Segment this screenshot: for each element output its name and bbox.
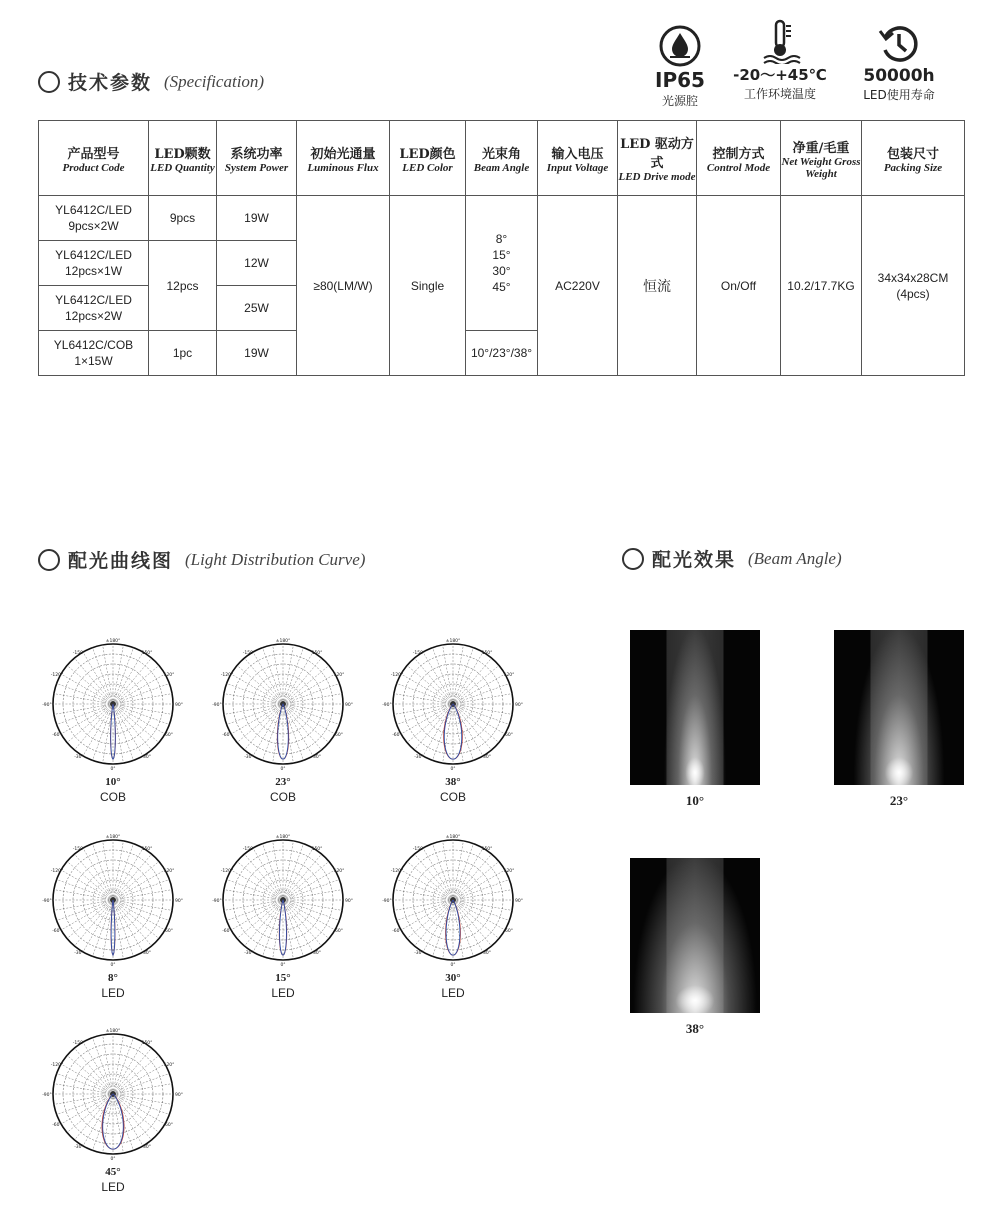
color-cell: Single: [390, 196, 466, 376]
polar-angle-label: -60°: [52, 929, 62, 934]
polar-angle-label: ±180°: [105, 639, 121, 644]
power-cell: 12W: [217, 241, 297, 286]
beam-photo-23: [834, 630, 964, 809]
beam-angle-label: 23°: [889, 793, 909, 808]
curve-type-label: LED: [271, 986, 295, 1000]
polar-chart-8-led: [38, 830, 188, 1000]
polar-angle-label: ±180°: [275, 835, 291, 840]
beam-title-zh: 配光效果: [652, 549, 737, 571]
temp-caption: 工作环境温度: [743, 87, 816, 101]
circle-bullet-icon: [622, 548, 644, 570]
life-caption: LED使用寿命: [863, 88, 935, 102]
beam-cob-cell: 10°/23°/38°: [466, 331, 538, 376]
polar-angle-label: ±180°: [445, 835, 461, 840]
polar-angle-label: -30°: [74, 951, 84, 956]
polar-angle-label: 60°: [165, 733, 173, 738]
polar-angle-label: -150°: [72, 651, 86, 656]
polar-angle-label: -60°: [392, 733, 402, 738]
beam-image: [834, 630, 964, 785]
beam-photo-38: [630, 858, 760, 1037]
led-qty-cell: 12pcs: [149, 241, 217, 331]
polar-angle-label: 120°: [503, 869, 515, 874]
polar-angle-label: -150°: [412, 651, 426, 656]
polar-angle-label: -120°: [390, 869, 404, 874]
polar-angle-label: -90°: [212, 899, 222, 904]
polar-angle-label: 90°: [175, 703, 183, 708]
polar-angle-label: 0°: [450, 963, 456, 968]
polar-plot-svg: [38, 634, 188, 774]
polar-angle-label: 30°: [483, 951, 491, 956]
ip-caption: 光源腔: [661, 94, 698, 108]
polar-angle-label: 30°: [143, 755, 151, 760]
polar-angle-label: 0°: [110, 767, 116, 772]
beam-angle-label: 10°: [685, 793, 705, 808]
polar-angle-label: ±180°: [105, 1029, 121, 1034]
polar-angle-label: 90°: [175, 899, 183, 904]
curve-angle-label: 23°: [275, 776, 291, 788]
header-cell: 包装尺寸 Packing Size: [862, 121, 965, 196]
beam-angle-label: 38°: [685, 1021, 705, 1036]
polar-angle-label: 30°: [483, 755, 491, 760]
polar-angle-label: -120°: [50, 673, 64, 678]
polar-angle-label: 60°: [505, 929, 513, 934]
product-code-cell: YL6412C/LED 12pcs×1W: [39, 241, 149, 286]
product-code-cell: YL6412C/LED 12pcs×2W: [39, 286, 149, 331]
beam-led-cell: 8° 15° 30° 45°: [466, 196, 538, 331]
polar-angle-label: 120°: [333, 869, 345, 874]
polar-plot-svg: [378, 634, 528, 774]
curve-angle-label: 30°: [445, 972, 461, 984]
polar-angle-label: ±180°: [105, 835, 121, 840]
polar-chart-38-cob: [378, 634, 528, 804]
header-cell: 初始光通量 Luminous Flux: [297, 121, 390, 196]
curve-angle-label: 8°: [108, 972, 118, 984]
polar-angle-label: 120°: [163, 673, 175, 678]
weight-cell: 10.2/17.7KG: [781, 196, 862, 376]
feature-temp: [728, 18, 832, 102]
polar-angle-label: -120°: [50, 869, 64, 874]
voltage-cell: AC220V: [538, 196, 618, 376]
polar-angle-label: -120°: [50, 1063, 64, 1068]
polar-angle-label: 150°: [481, 651, 493, 656]
polar-angle-label: 60°: [165, 929, 173, 934]
polar-angle-label: 150°: [311, 651, 323, 656]
polar-angle-label: 60°: [335, 929, 343, 934]
curve-title-en: (Light Distribution Curve): [185, 549, 366, 569]
beam-section-title: [622, 545, 842, 572]
polar-plot-svg: [378, 830, 528, 970]
polar-angle-label: 150°: [311, 847, 323, 852]
polar-chart-10-cob: [38, 634, 188, 804]
flux-cell: ≥80(LM/W): [297, 196, 390, 376]
spec-section-title: [38, 68, 264, 95]
control-cell: On/Off: [697, 196, 781, 376]
polar-angle-label: -30°: [244, 755, 254, 760]
header-cell: LED颜色 LED Color: [390, 121, 466, 196]
polar-angle-label: -60°: [222, 929, 232, 934]
power-cell: 25W: [217, 286, 297, 331]
polar-angle-label: 30°: [313, 951, 321, 956]
header-cell: 控制方式 Control Mode: [697, 121, 781, 196]
polar-angle-label: 0°: [280, 767, 286, 772]
curve-type-label: LED: [441, 986, 465, 1000]
polar-plot-svg: [38, 1024, 188, 1164]
polar-angle-label: 90°: [345, 899, 353, 904]
polar-angle-label: -60°: [222, 733, 232, 738]
polar-angle-label: 30°: [313, 755, 321, 760]
header-cell: LED 驱动方式 LED Drive mode: [618, 121, 697, 196]
polar-plot-svg: [208, 634, 358, 774]
polar-angle-label: 90°: [175, 1093, 183, 1098]
curve-type-label: LED: [101, 986, 125, 1000]
header-cell: 光束角 Beam Angle: [466, 121, 538, 196]
polar-angle-label: ±180°: [445, 639, 461, 644]
polar-angle-label: 30°: [143, 1145, 151, 1150]
curve-type-label: LED: [101, 1180, 125, 1194]
polar-angle-label: ±180°: [275, 639, 291, 644]
polar-angle-label: 120°: [163, 1063, 175, 1068]
curve-angle-label: 38°: [445, 776, 461, 788]
polar-angle-label: -60°: [52, 1123, 62, 1128]
circle-bullet-icon: [38, 549, 60, 571]
feature-life: [852, 22, 946, 103]
polar-angle-label: 30°: [143, 951, 151, 956]
polar-angle-label: -150°: [72, 1041, 86, 1046]
table-header-row: [39, 121, 965, 196]
header-cell: 产品型号 Product Code: [39, 121, 149, 196]
polar-angle-label: -150°: [242, 651, 256, 656]
led-qty-cell: 9pcs: [149, 196, 217, 241]
beam-title-en: (Beam Angle): [748, 548, 842, 568]
water-drop-icon: [658, 24, 702, 68]
polar-plot-svg: [38, 830, 188, 970]
beam-image: [630, 858, 760, 1013]
polar-angle-label: 120°: [503, 673, 515, 678]
spec-title-zh: 技术参数: [68, 72, 153, 94]
power-cell: 19W: [217, 331, 297, 376]
product-code-cell: YL6412C/COB 1×15W: [39, 331, 149, 376]
polar-angle-label: -90°: [42, 703, 52, 708]
curve-angle-label: 10°: [105, 776, 121, 788]
polar-chart-15-led: [208, 830, 358, 1000]
life-value: 50000h: [863, 66, 935, 86]
drive-cell: 恒流: [618, 196, 697, 376]
led-qty-cell: 1pc: [149, 331, 217, 376]
polar-angle-label: 120°: [163, 869, 175, 874]
circle-bullet-icon: [38, 71, 60, 93]
polar-angle-label: 150°: [141, 847, 153, 852]
polar-angle-label: 0°: [110, 1157, 116, 1162]
polar-angle-label: 150°: [141, 651, 153, 656]
polar-chart-30-led: [378, 830, 528, 1000]
spec-table: [38, 120, 965, 376]
ip-value: IP65: [655, 68, 705, 92]
polar-angle-label: -60°: [392, 929, 402, 934]
polar-angle-label: -30°: [74, 1145, 84, 1150]
curve-type-label: COB: [439, 790, 466, 804]
clock-history-icon: [877, 22, 921, 66]
polar-angle-label: 60°: [335, 733, 343, 738]
header-cell: 净重/毛重 Net Weight Gross Weight: [781, 121, 862, 196]
polar-angle-label: 90°: [345, 703, 353, 708]
polar-angle-label: 0°: [450, 767, 456, 772]
power-cell: 19W: [217, 196, 297, 241]
curve-type-label: COB: [99, 790, 126, 804]
polar-angle-label: 60°: [505, 733, 513, 738]
polar-angle-label: -150°: [412, 847, 426, 852]
beam-photo-10: [630, 630, 760, 809]
curve-angle-label: 15°: [275, 972, 291, 984]
spec-title-en: (Specification): [164, 71, 265, 91]
polar-angle-label: 150°: [481, 847, 493, 852]
polar-plot-svg: [208, 830, 358, 970]
polar-angle-label: -60°: [52, 733, 62, 738]
feature-ip: [640, 24, 720, 109]
curve-title-zh: 配光曲线图: [68, 550, 174, 572]
polar-angle-label: -30°: [244, 951, 254, 956]
beam-image: [630, 630, 760, 785]
polar-angle-label: -150°: [242, 847, 256, 852]
polar-angle-label: -30°: [414, 951, 424, 956]
temp-value: -20～+45℃: [733, 66, 827, 84]
header-cell: 输入电压 Input Voltage: [538, 121, 618, 196]
polar-angle-label: 90°: [515, 899, 523, 904]
polar-angle-label: 150°: [141, 1041, 153, 1046]
polar-angle-label: -120°: [220, 673, 234, 678]
header-cell: 系统功率 System Power: [217, 121, 297, 196]
polar-chart-23-cob: [208, 634, 358, 804]
polar-angle-label: -90°: [382, 899, 392, 904]
polar-angle-label: 0°: [110, 963, 116, 968]
polar-angle-label: -30°: [74, 755, 84, 760]
polar-angle-label: -90°: [212, 703, 222, 708]
thermometer-icon: [758, 18, 802, 64]
polar-angle-label: -30°: [414, 755, 424, 760]
curve-section-title: [38, 546, 365, 573]
polar-angle-label: -120°: [390, 673, 404, 678]
packing-cell: 34x34x28CM (4pcs): [862, 196, 965, 376]
curve-angle-label: 45°: [105, 1166, 121, 1178]
polar-angle-label: -150°: [72, 847, 86, 852]
polar-angle-label: 60°: [165, 1123, 173, 1128]
polar-angle-label: -90°: [42, 899, 52, 904]
header-cell: LED颗数 LED Quantity: [149, 121, 217, 196]
polar-angle-label: 0°: [280, 963, 286, 968]
polar-angle-label: -90°: [382, 703, 392, 708]
polar-chart-45-led: [38, 1024, 188, 1194]
polar-angle-label: -120°: [220, 869, 234, 874]
polar-angle-label: 90°: [515, 703, 523, 708]
curve-type-label: COB: [269, 790, 296, 804]
product-code-cell: YL6412C/LED 9pcs×2W: [39, 196, 149, 241]
polar-angle-label: -90°: [42, 1093, 52, 1098]
table-row: [39, 196, 965, 241]
polar-angle-label: 120°: [333, 673, 345, 678]
